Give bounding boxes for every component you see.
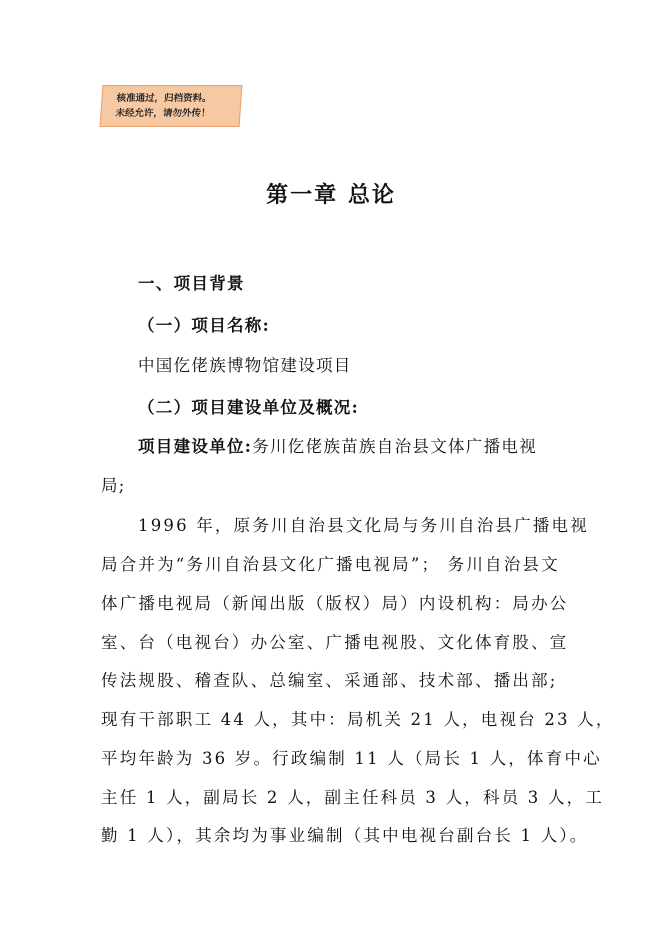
paragraph-line: 局合并为“务川自治县文化广播电视局”； 务川自治县文 — [101, 555, 560, 574]
paragraph-line: 平均年龄为 36 岁。行政编制 11 人（局长 1 人，体育中心 — [101, 749, 602, 768]
paragraph-line: 体广播电视局（新闻出版（版权）局）内设机构：局办公 — [101, 594, 569, 613]
paragraph-line: 现有干部职工 44 人，其中：局机关 21 人，电视台 23 人， — [101, 710, 615, 729]
stamp-line-2: 未经允许，请勿外传！ — [115, 108, 211, 119]
approval-stamp — [100, 85, 243, 127]
paragraph-line: 1996 年，原务川自治县文化局与务川自治县广播电视 — [138, 516, 589, 535]
construction-unit-value: 务川仡佬族苗族自治县文体广播电视 — [252, 437, 538, 456]
paragraph-line: 传法规股、稽查队、总编室、采通部、技术部、播出部; — [101, 671, 558, 690]
construction-unit-value-continued: 局; — [101, 476, 126, 495]
paragraph-line: 勤 1 人），其余均为事业编制（其中电视台副台长 1 人）。 — [101, 826, 589, 845]
construction-unit-line — [138, 433, 537, 457]
subsection-heading-construction-unit: （二）项目建设单位及概况: — [138, 398, 359, 417]
chapter-title: 第一章 总论 — [266, 182, 396, 208]
section-heading-background: 一、项目背景 — [138, 274, 245, 293]
paragraph-line: 主任 1 人，副局长 2 人，副主任科员 3 人，科员 3 人，工 — [101, 788, 605, 807]
construction-unit-label: 项目建设单位: — [138, 437, 253, 456]
project-name-text: 中国仡佬族博物馆建设项目 — [138, 356, 352, 375]
stamp-line-1: 核准通过，归档资料。 — [116, 93, 212, 104]
subsection-heading-project-name: （一）项目名称: — [138, 316, 270, 335]
paragraph-line: 室、台（电视台）办公室、广播电视股、文化体育股、宣 — [101, 633, 569, 652]
